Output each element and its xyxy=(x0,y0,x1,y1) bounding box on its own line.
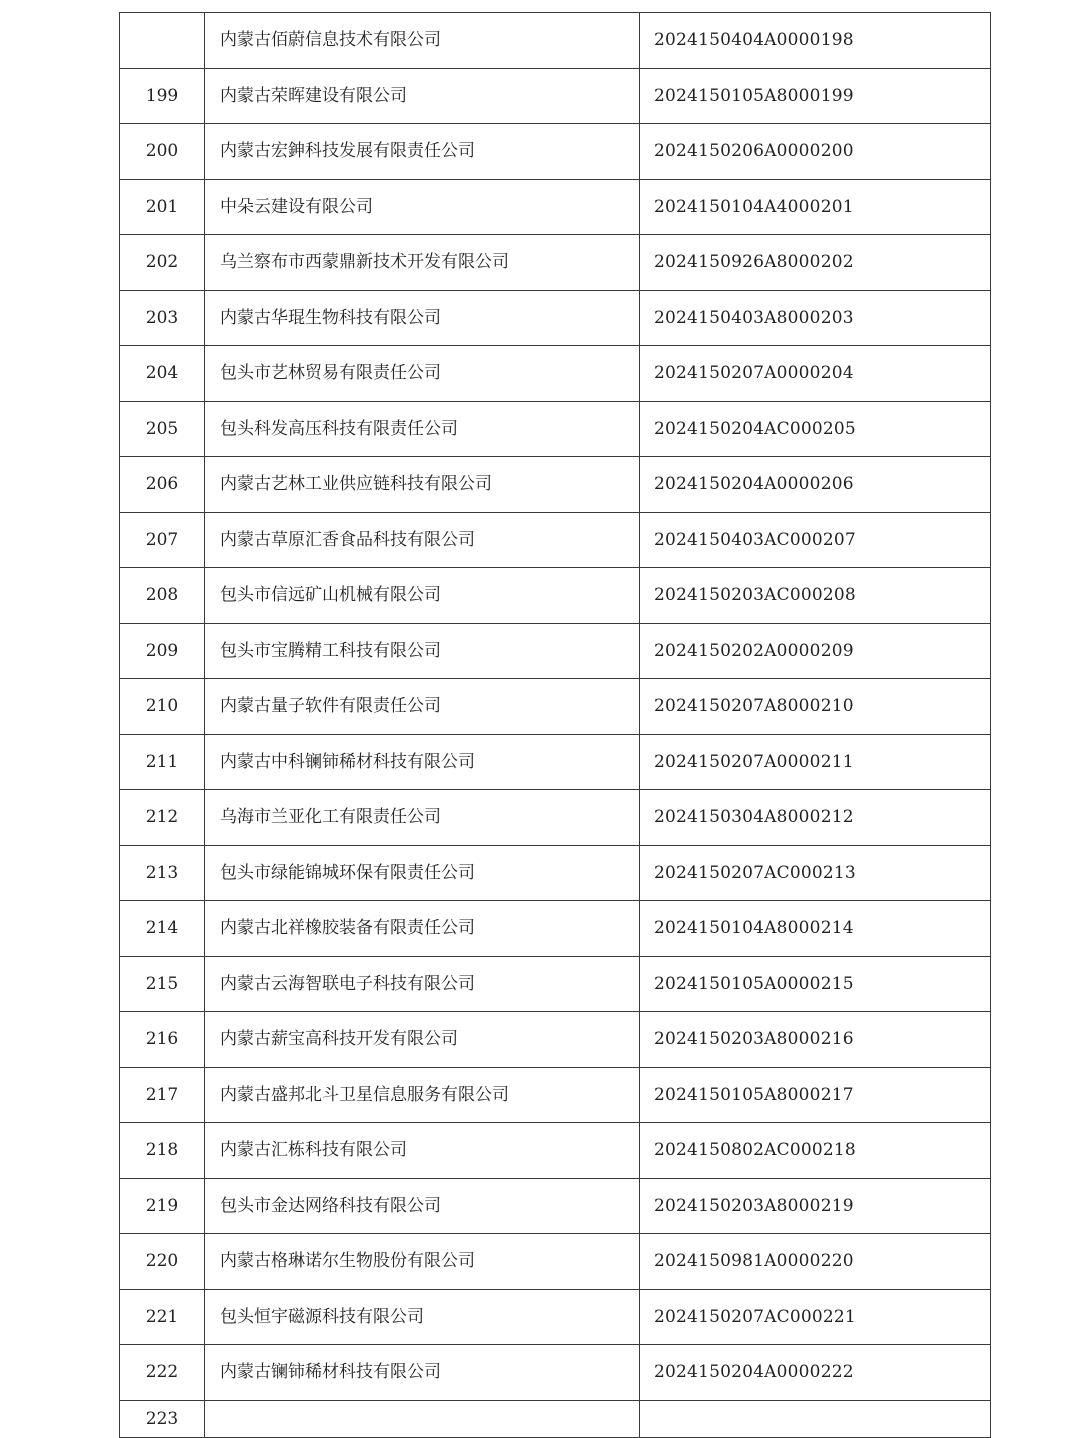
company-name: 内蒙古汇栋科技有限公司 xyxy=(205,1123,640,1179)
company-name: 包头市信远矿山机械有限公司 xyxy=(205,568,640,624)
company-name: 内蒙古盛邦北斗卫星信息服务有限公司 xyxy=(205,1067,640,1123)
table-row xyxy=(120,290,991,346)
company-name: 内蒙古宏鉮科技发展有限责任公司 xyxy=(205,124,640,180)
company-name xyxy=(205,1400,640,1437)
table-row xyxy=(120,1345,991,1401)
table-row xyxy=(120,568,991,624)
company-name: 包头恒宇磁源科技有限公司 xyxy=(205,1289,640,1345)
row-number: 208 xyxy=(120,568,205,624)
table-row xyxy=(120,1289,991,1345)
registration-code: 2024150204AC000205 xyxy=(640,401,991,457)
row-number: 207 xyxy=(120,512,205,568)
row-number: 218 xyxy=(120,1123,205,1179)
row-number: 201 xyxy=(120,179,205,235)
table-row xyxy=(120,179,991,235)
row-number: 209 xyxy=(120,623,205,679)
table-row xyxy=(120,790,991,846)
company-name: 中朵云建设有限公司 xyxy=(205,179,640,235)
registration-code: 2024150981A0000220 xyxy=(640,1234,991,1290)
row-number: 216 xyxy=(120,1012,205,1068)
company-name: 内蒙古量子软件有限责任公司 xyxy=(205,679,640,735)
row-number: 202 xyxy=(120,235,205,291)
table-row xyxy=(120,1123,991,1179)
registration-code: 2024150403A8000203 xyxy=(640,290,991,346)
table-row xyxy=(120,845,991,901)
row-number: 200 xyxy=(120,124,205,180)
row-number xyxy=(120,13,205,69)
row-number: 205 xyxy=(120,401,205,457)
registration-code: 2024150207AC000213 xyxy=(640,845,991,901)
table-row xyxy=(120,1067,991,1123)
company-name: 包头市宝腾精工科技有限公司 xyxy=(205,623,640,679)
table-row xyxy=(120,235,991,291)
table-row xyxy=(120,734,991,790)
table-row xyxy=(120,1234,991,1290)
row-number: 213 xyxy=(120,845,205,901)
registration-code: 2024150203A8000219 xyxy=(640,1178,991,1234)
registration-code: 2024150204A0000206 xyxy=(640,457,991,513)
registration-code: 2024150105A8000217 xyxy=(640,1067,991,1123)
registration-code: 2024150304A8000212 xyxy=(640,790,991,846)
table-body xyxy=(120,13,991,1438)
registration-code: 2024150202A0000209 xyxy=(640,623,991,679)
table-row xyxy=(120,901,991,957)
table-row xyxy=(120,68,991,124)
table-row xyxy=(120,13,991,69)
row-number: 222 xyxy=(120,1345,205,1401)
company-name: 内蒙古中科镧铈稀材科技有限公司 xyxy=(205,734,640,790)
row-number: 221 xyxy=(120,1289,205,1345)
company-name: 包头市绿能锦城环保有限责任公司 xyxy=(205,845,640,901)
registration-code: 2024150207A8000210 xyxy=(640,679,991,735)
row-number: 220 xyxy=(120,1234,205,1290)
row-number: 217 xyxy=(120,1067,205,1123)
row-number: 211 xyxy=(120,734,205,790)
registration-code: 2024150926A8000202 xyxy=(640,235,991,291)
company-name: 内蒙古佰蔚信息技术有限公司 xyxy=(205,13,640,69)
registration-code: 2024150206A0000200 xyxy=(640,124,991,180)
company-name: 包头科发高压科技有限责任公司 xyxy=(205,401,640,457)
company-name: 内蒙古荣晖建设有限公司 xyxy=(205,68,640,124)
company-name: 内蒙古薪宝高科技开发有限公司 xyxy=(205,1012,640,1068)
row-number: 210 xyxy=(120,679,205,735)
company-name: 内蒙古草原汇香食品科技有限公司 xyxy=(205,512,640,568)
table-row xyxy=(120,956,991,1012)
registration-code: 2024150104A8000214 xyxy=(640,901,991,957)
registration-code: 2024150105A0000215 xyxy=(640,956,991,1012)
table-row xyxy=(120,401,991,457)
company-name: 内蒙古云海智联电子科技有限公司 xyxy=(205,956,640,1012)
row-number: 204 xyxy=(120,346,205,402)
table-row xyxy=(120,124,991,180)
row-number: 214 xyxy=(120,901,205,957)
registration-code: 2024150204A0000222 xyxy=(640,1345,991,1401)
company-name: 乌海市兰亚化工有限责任公司 xyxy=(205,790,640,846)
table-row xyxy=(120,1012,991,1068)
table-row xyxy=(120,1400,991,1437)
registration-code: 2024150105A8000199 xyxy=(640,68,991,124)
row-number: 199 xyxy=(120,68,205,124)
registration-code: 2024150207A0000211 xyxy=(640,734,991,790)
table-row xyxy=(120,1178,991,1234)
company-name: 乌兰察布市西蒙鼎新技术开发有限公司 xyxy=(205,235,640,291)
table-row xyxy=(120,457,991,513)
company-name: 内蒙古艺林工业供应链科技有限公司 xyxy=(205,457,640,513)
row-number: 223 xyxy=(120,1400,205,1437)
company-name: 内蒙古华琨生物科技有限公司 xyxy=(205,290,640,346)
company-name: 包头市金达网络科技有限公司 xyxy=(205,1178,640,1234)
registration-code: 2024150207AC000221 xyxy=(640,1289,991,1345)
registration-code: 2024150203A8000216 xyxy=(640,1012,991,1068)
company-name: 包头市艺林贸易有限责任公司 xyxy=(205,346,640,402)
registration-code xyxy=(640,1400,991,1437)
table-row xyxy=(120,346,991,402)
registration-code: 2024150203AC000208 xyxy=(640,568,991,624)
row-number: 215 xyxy=(120,956,205,1012)
registration-code: 2024150404A0000198 xyxy=(640,13,991,69)
company-registry-table xyxy=(119,12,991,1438)
company-name: 内蒙古镧铈稀材科技有限公司 xyxy=(205,1345,640,1401)
row-number: 212 xyxy=(120,790,205,846)
registration-code: 2024150104A4000201 xyxy=(640,179,991,235)
row-number: 206 xyxy=(120,457,205,513)
row-number: 203 xyxy=(120,290,205,346)
registration-code: 2024150207A0000204 xyxy=(640,346,991,402)
company-name: 内蒙古北祥橡胶装备有限责任公司 xyxy=(205,901,640,957)
row-number: 219 xyxy=(120,1178,205,1234)
registration-code: 2024150802AC000218 xyxy=(640,1123,991,1179)
company-name: 内蒙古格琳诺尔生物股份有限公司 xyxy=(205,1234,640,1290)
registration-code: 2024150403AC000207 xyxy=(640,512,991,568)
table-row xyxy=(120,512,991,568)
table-row xyxy=(120,623,991,679)
table-row xyxy=(120,679,991,735)
